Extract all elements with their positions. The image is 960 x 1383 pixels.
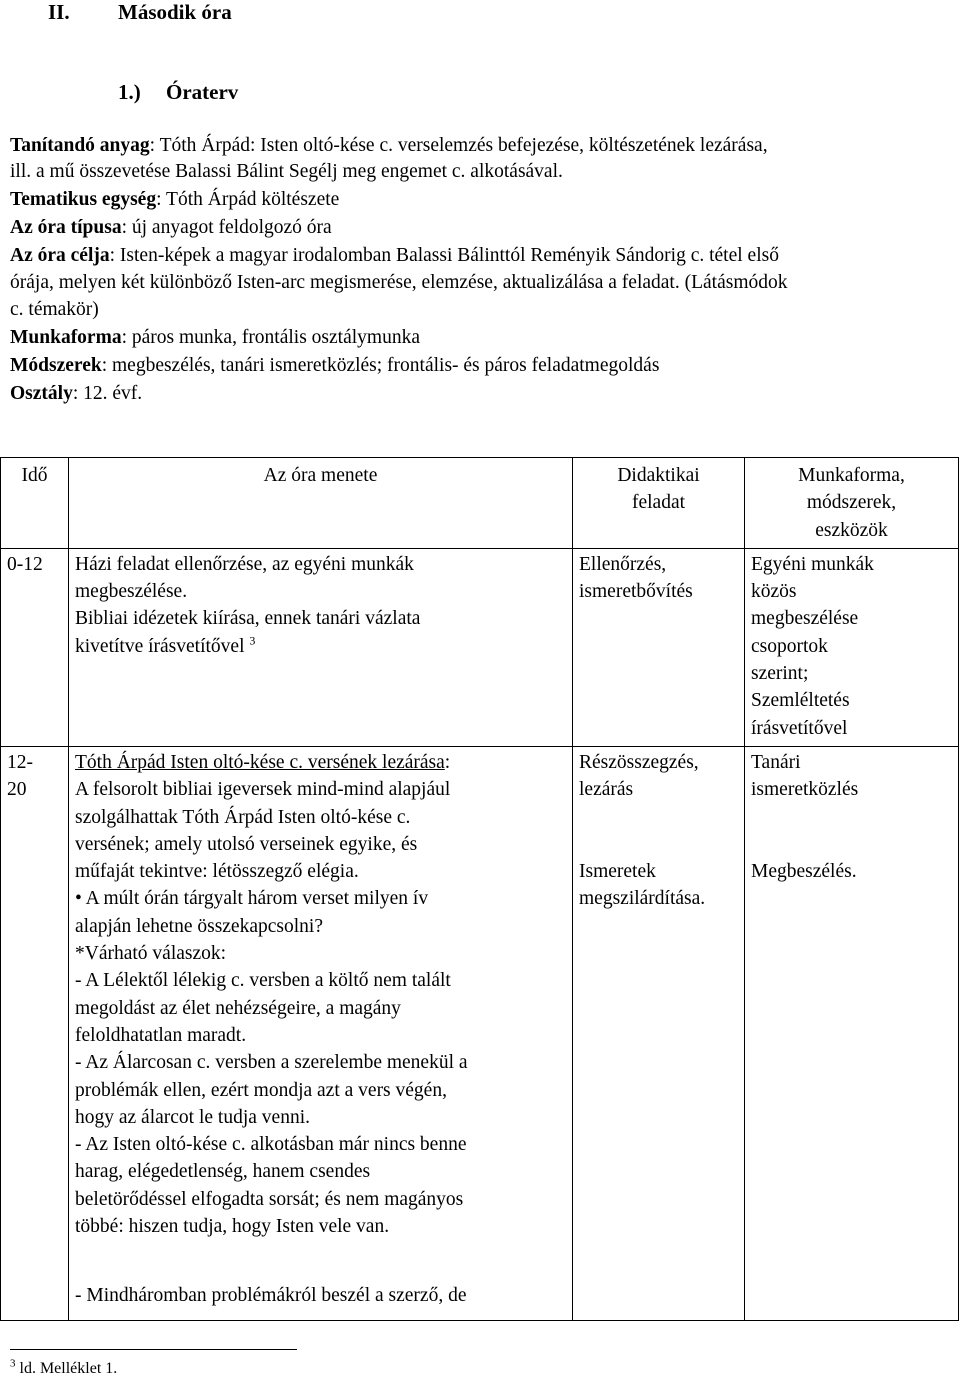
label: Tematikus egység	[10, 189, 157, 210]
row2-munkaforma: Tanári ismeretközlés Megbeszélés.	[745, 746, 959, 1320]
row1-munkaforma: Egyéni munkák közös megbeszélése csoportok szerint; Szemléltetés írásvetítővel	[745, 548, 959, 746]
intro-tipus	[10, 215, 332, 241]
header-ido: Idő	[1, 458, 69, 549]
header-menete: Az óra menete	[69, 458, 573, 549]
row2-didaktikai: Részösszegzés, lezárás Ismeretek megszilárdítása.	[573, 746, 745, 1320]
row1-menete: Házi feladat ellenőrzése, az egyéni munkák megbeszélése. Bibliai idézetek kiírása, ennek tanári vázlata kivetítve írásvetítővel $^3$	[69, 548, 573, 746]
intro-tanitando	[10, 133, 768, 159]
value: : Isten-képek a magyar irodalomban Balassi Bálinttól Reményik Sándorig c. tétel első	[109, 245, 779, 266]
intro-celja	[10, 243, 779, 269]
row1-time: 0-12	[1, 548, 69, 746]
header-munkaforma: Munkaforma, módszerek, eszközök	[745, 458, 959, 549]
intro-tanitando-cont	[10, 159, 563, 185]
value: órája, melyen két különböző Isten-arc megismerése, elemzése, aktualizálása a feladat. (Látásmódok	[10, 272, 788, 293]
intro-celja-cont2	[10, 297, 99, 323]
table-row	[1, 746, 959, 1320]
section-title: Második óra	[118, 0, 232, 24]
lesson-plan-table	[0, 457, 959, 1321]
label: Tanítandó anyag	[10, 135, 150, 156]
value: : Tóth Árpád költészete	[156, 189, 340, 210]
label: Az óra típusa	[10, 217, 122, 238]
value: : megbeszélés, tanári ismeretközlés; frontális- és páros feladatmegoldás	[101, 355, 660, 376]
intro-celja-cont	[10, 270, 788, 296]
label: Az óra célja	[10, 245, 110, 266]
footnote-separator	[10, 1349, 297, 1350]
header-didaktikai: Didaktikai feladat	[573, 458, 745, 549]
intro-osztaly	[10, 381, 142, 407]
intro-modszerek	[10, 353, 659, 379]
subsection-title: Óraterv	[166, 80, 239, 104]
footnote-ref: 3	[249, 633, 256, 648]
value: : új anyagot feldolgozó óra	[121, 217, 332, 238]
label: Osztály	[10, 383, 73, 404]
intro-munkaforma	[10, 325, 420, 351]
label: Módszerek	[10, 355, 102, 376]
footnote-number: 3	[10, 1357, 16, 1370]
table-row	[1, 548, 959, 746]
table-header-row	[1, 458, 959, 549]
row1-didaktikai: Ellenőrzés, ismeretbővítés	[573, 548, 745, 746]
value: : Tóth Árpád: Isten oltó-kése c. verselemzés befejezése, költészetének lezárása,	[149, 135, 768, 156]
row2-time: 12- 20	[1, 746, 69, 1320]
value: : páros munka, frontális osztálymunka	[121, 327, 420, 348]
row2-title: Tóth Árpád Isten oltó-kése c. versének lezárása	[75, 751, 445, 773]
value: c. témakör)	[10, 299, 99, 320]
intro-tematikus	[10, 187, 339, 213]
row2-menete: Tóth Árpád Isten oltó-kése c. versének lezárása: A felsorolt bibliai igeversek mind-mind alapjául szolgálhattak Tóth Árpád Isten oltó-kése c. versének; amely utolsó verseinek egyike, és műfaját tekintve: létösszegző elégia. • A múlt órán tárgyalt három verset milyen ív alapján lehetne összekapcsolni? *Várható válaszok: - A Lélektől lélekig c. versben a költő nem talált megoldást az élet nehézségeire, a magány feloldhatatlan maradt. - Az Álarcosan c. versben a szerelembe menekül a problémák ellen, ezért mondja azt a vers végén, hogy az álarcot le tudja venni. - Az Isten oltó-kése c. alkotásban már nincs benne harag, elégedetlenség, hanem csendes beletörődéssel elfogadta sorsát; és nem magányos többé: hiszen tudja, hogy Isten vele van. - Mindháromban problémákról beszél a szerző, de	[69, 746, 573, 1320]
value: ill. a mű összevetése Balassi Bálint Segélj meg engemet c. alkotásával.	[10, 161, 563, 182]
section-number: II.	[48, 0, 70, 24]
value: : 12. évf.	[72, 383, 143, 404]
footnote	[10, 1359, 117, 1379]
footnote-text: ld. Melléklet 1.	[19, 1360, 118, 1377]
subsection-number: 1.)	[118, 80, 141, 104]
label: Munkaforma	[10, 327, 122, 348]
